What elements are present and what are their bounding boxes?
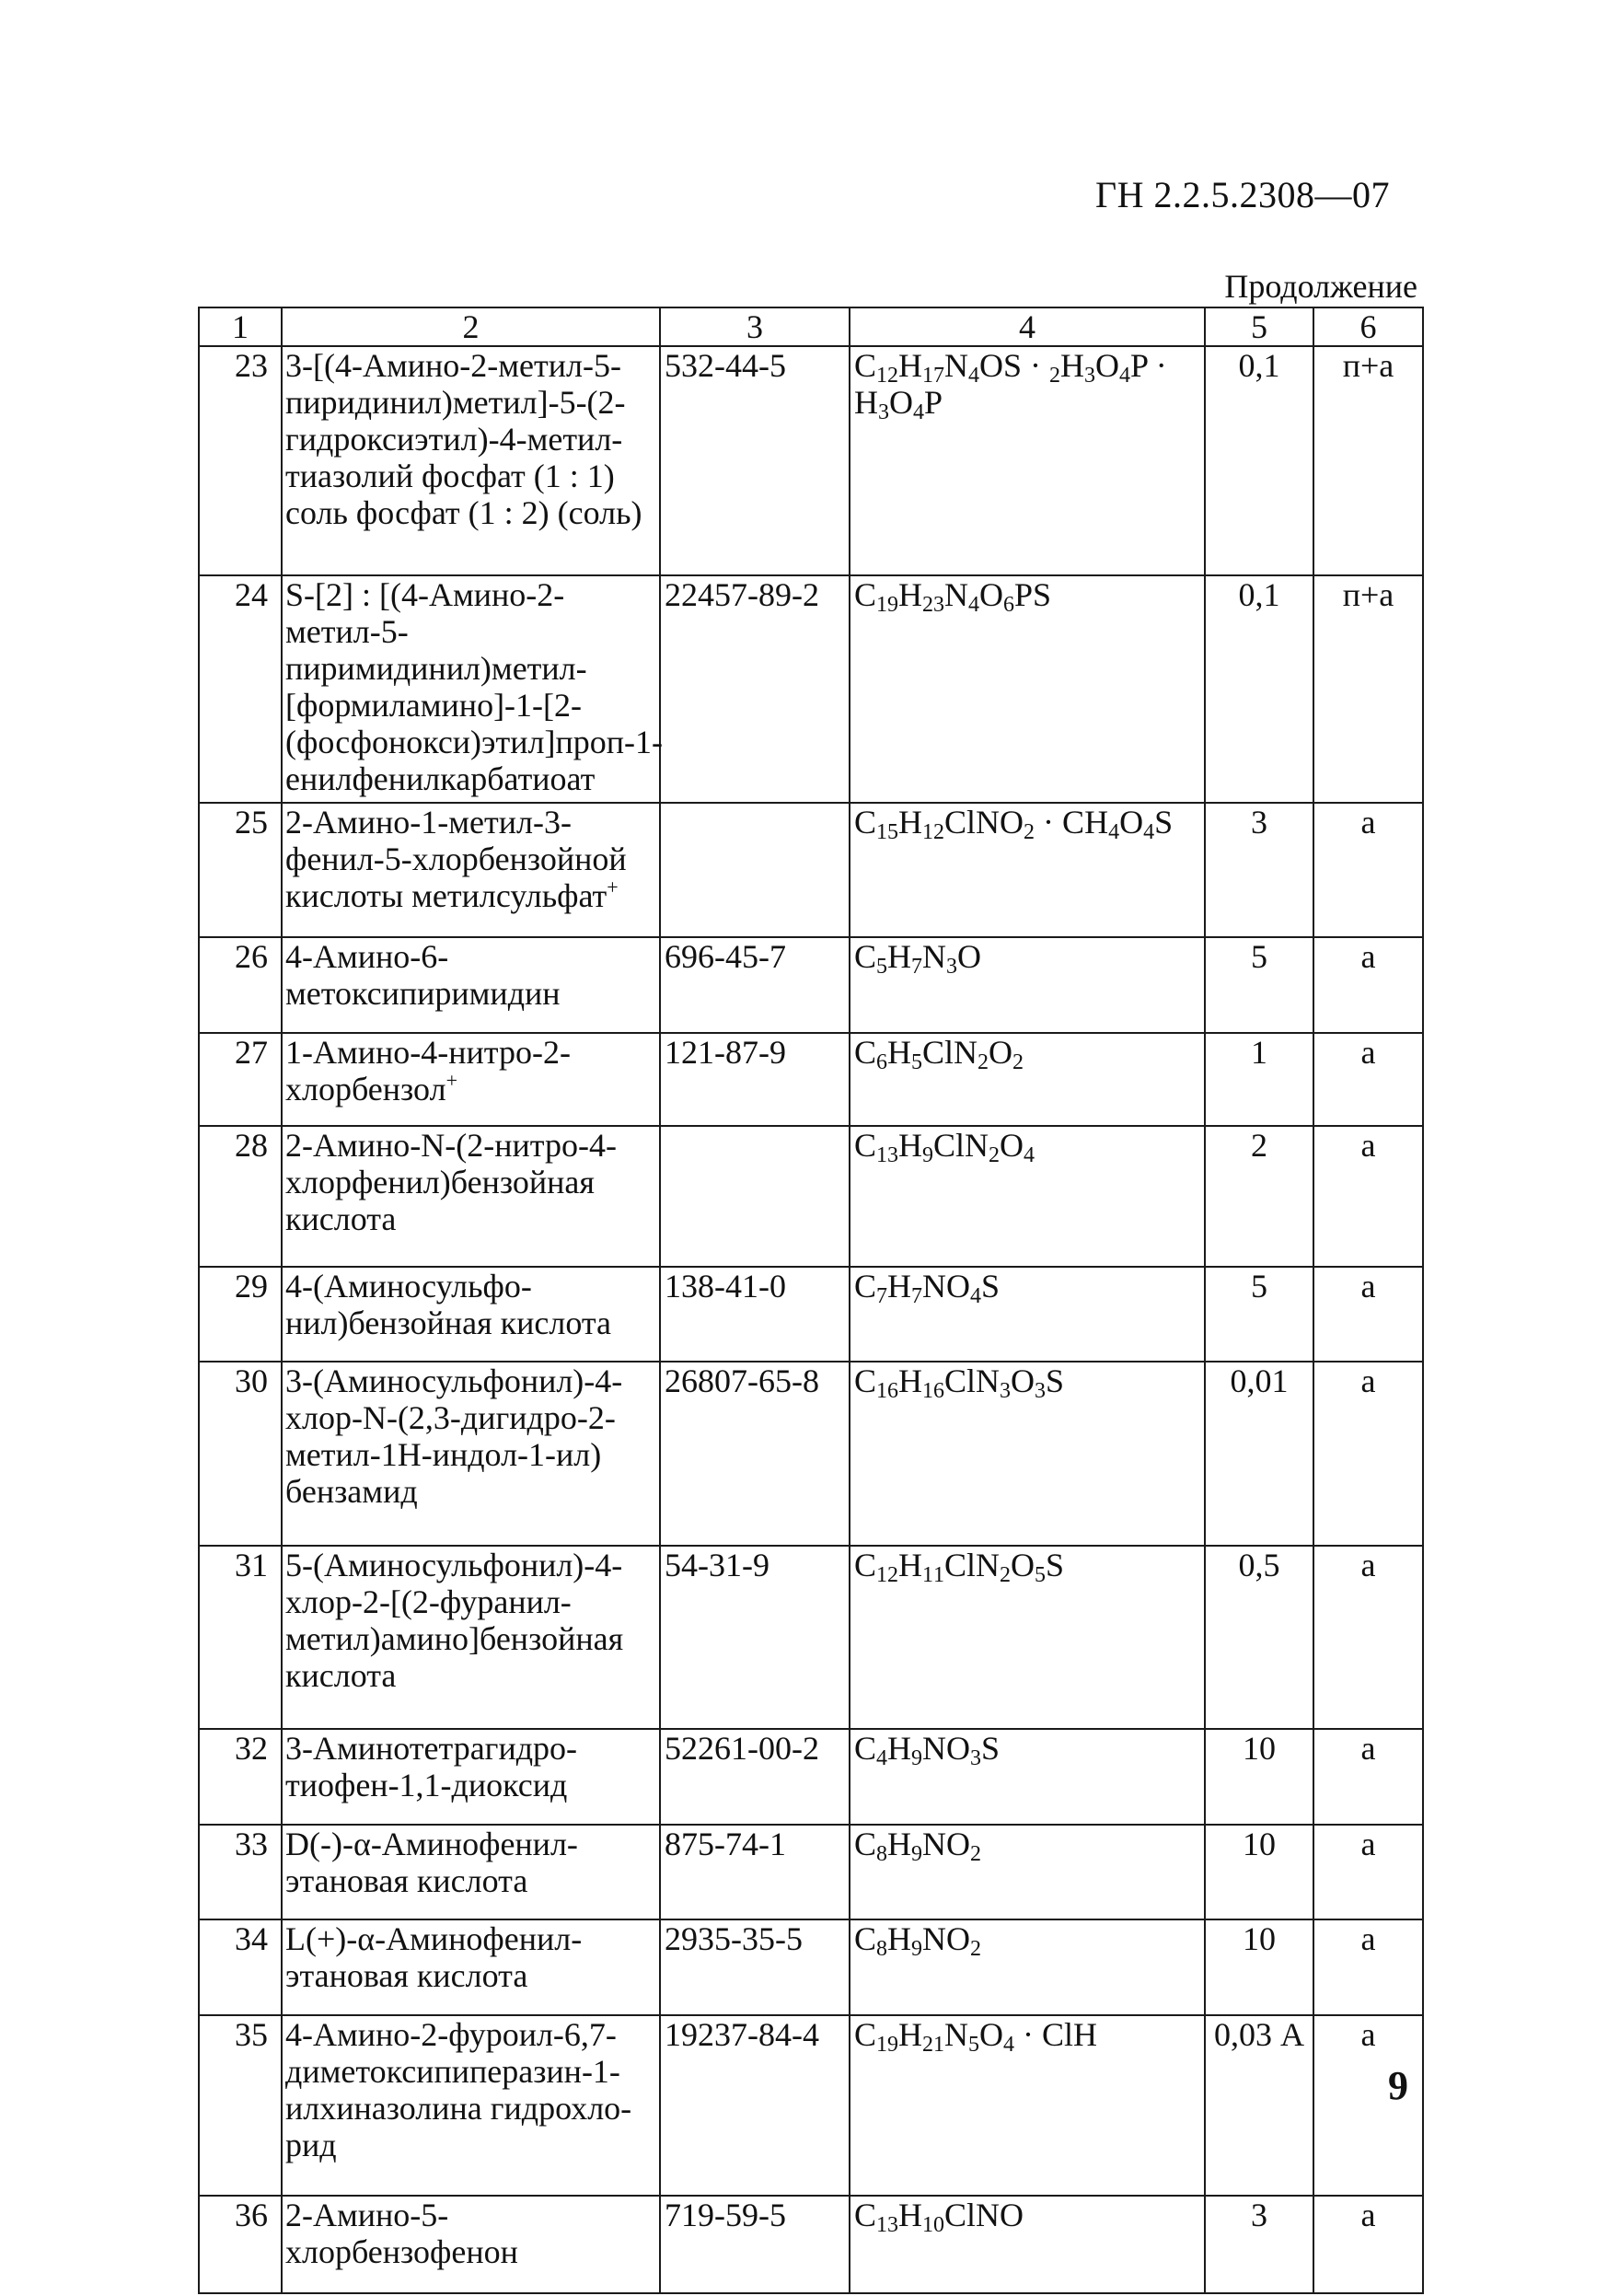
table-row — [199, 346, 1423, 575]
table-row — [199, 1033, 1423, 1126]
limit-value-cell: 10 — [1205, 1825, 1313, 1919]
aggregate-state-cell: а — [1313, 937, 1423, 1033]
formula-cell: $C_{12}H_{11}ClN_2O_5S$ — [850, 1546, 1205, 1729]
row-number-cell: 26 — [199, 937, 282, 1033]
limit-value-cell: 0,1 — [1205, 346, 1313, 575]
formula-cell: $C_{16}H_{16}ClN_3O_3S$ — [850, 1362, 1205, 1546]
cas-number-cell: 138-41-0 — [660, 1267, 850, 1362]
row-number-cell: 27 — [199, 1033, 282, 1126]
table-row — [199, 1267, 1423, 1362]
limit-value-cell: 0,03 А — [1205, 2015, 1313, 2196]
substance-name-cell: 5-(Аминосульфонил)-4-хлор-2-[(2-фуранил-метил)амино]бензойная кислота — [282, 1546, 660, 1729]
substance-name-cell: 2-Амино-5-хлорбензофенон — [282, 2196, 660, 2293]
formula-cell: $C_{12}H_{17}N_4OS \cdot _2H_3O_4P \cdot H_3O_4P$ — [850, 346, 1205, 575]
row-number-cell: 31 — [199, 1546, 282, 1729]
limit-value-cell: 0,1 — [1205, 575, 1313, 803]
aggregate-state-cell: а — [1313, 1126, 1423, 1267]
limit-value-cell: 10 — [1205, 1729, 1313, 1825]
column-header: 6 — [1313, 307, 1423, 346]
substance-name-cell: L(+)-α-Аминофенил-этановая кислота — [282, 1919, 660, 2015]
cas-number-cell: 26807-65-8 — [660, 1362, 850, 1546]
document-code: ГН 2.2.5.2308—07 — [1094, 174, 1390, 215]
limit-value-cell: 3 — [1205, 803, 1313, 937]
aggregate-state-cell: а — [1313, 1033, 1423, 1126]
table-body — [199, 307, 1423, 2293]
formula-cell: $C_{15}H_{12}ClNO_2 \cdot CH_4O_4S$ — [850, 803, 1205, 937]
table-row — [199, 1546, 1423, 1729]
limit-value-cell: 10 — [1205, 1919, 1313, 2015]
table-row — [199, 1919, 1423, 2015]
row-number-cell: 30 — [199, 1362, 282, 1546]
formula-cell: $C_{19}H_{21}N_5O_4$ · ClH — [850, 2015, 1205, 2196]
table-row — [199, 575, 1423, 803]
row-number-cell: 32 — [199, 1729, 282, 1825]
limit-value-cell: 0,5 — [1205, 1546, 1313, 1729]
row-number-cell: 35 — [199, 2015, 282, 2196]
formula-cell: $C_{19}H_{23}N_4O_6PS$ — [850, 575, 1205, 803]
formula-cell: $C_8H_9NO_2$ — [850, 1919, 1205, 2015]
row-number-cell: 24 — [199, 575, 282, 803]
formula-cell: $C_{13}H_9ClN_2O_4$ — [850, 1126, 1205, 1267]
cas-number-cell: 696-45-7 — [660, 937, 850, 1033]
table-row — [199, 1126, 1423, 1267]
formula-cell: $C_8H_9NO_2$ — [850, 1825, 1205, 1919]
aggregate-state-cell: п+а — [1313, 575, 1423, 803]
formula-cell: $C_4H_9NO_3S$ — [850, 1729, 1205, 1825]
formula-cell: $C_{13}H_{10}ClNO$ — [850, 2196, 1205, 2293]
cas-number-cell: 22457-89-2 — [660, 575, 850, 803]
table-row — [199, 2015, 1423, 2196]
continuation-label: Продолжение — [1224, 268, 1417, 305]
substance-name-cell: 1-Амино-4-нитро-2-хлорбензол+ — [282, 1033, 660, 1126]
column-header: 2 — [282, 307, 660, 346]
formula-cell: $C_7H_7NO_4S$ — [850, 1267, 1205, 1362]
table-header-row — [199, 307, 1423, 346]
substance-name-cell: 4-(Аминосульфо-нил)бензойная кислота — [282, 1267, 660, 1362]
aggregate-state-cell: а — [1313, 2015, 1423, 2196]
table-row — [199, 803, 1423, 937]
limit-value-cell: 1 — [1205, 1033, 1313, 1126]
substance-name-cell: 3-[(4-Амино-2-метил-5-пиридинил)метил]-5-(2-гидроксиэтил)-4-метил-тиазолий фосфат (1 : 1) соль фосфат (1 : 2) (соль) — [282, 346, 660, 575]
substance-name-cell: S-[2] : [(4-Амино-2-метил-5-пиримидинил)метил-[формиламино]-1-[2-(фосфонокси)этил]проп-1-енилфенилкарбатиоат — [282, 575, 660, 803]
table-row — [199, 2196, 1423, 2293]
table-row — [199, 1825, 1423, 1919]
cas-number-cell — [660, 1126, 850, 1267]
cas-number-cell: 19237-84-4 — [660, 2015, 850, 2196]
aggregate-state-cell: п+а — [1313, 346, 1423, 575]
column-header: 4 — [850, 307, 1205, 346]
aggregate-state-cell: а — [1313, 1362, 1423, 1546]
row-number-cell: 36 — [199, 2196, 282, 2293]
limit-value-cell: 3 — [1205, 2196, 1313, 2293]
row-number-cell: 33 — [199, 1825, 282, 1919]
table-row — [199, 937, 1423, 1033]
cas-number-cell: 2935-35-5 — [660, 1919, 850, 2015]
limit-value-cell: 2 — [1205, 1126, 1313, 1267]
substance-name-cell: 2-Амино-1-метил-3-фенил-5-хлорбензойной кислоты метилсульфат+ — [282, 803, 660, 937]
substance-name-cell: 4-Амино-6-метоксипиримидин — [282, 937, 660, 1033]
substance-name-cell: 3-(Аминосульфонил)-4-хлор-N-(2,3-дигидро-2-метил-1H-индол-1-ил) бензамид — [282, 1362, 660, 1546]
row-number-cell: 29 — [199, 1267, 282, 1362]
substance-name-cell: 2-Амино-N-(2-нитро-4-хлорфенил)бензойная кислота — [282, 1126, 660, 1267]
column-header: 5 — [1205, 307, 1313, 346]
formula-cell: $C_6H_5ClN_2O_2$ — [850, 1033, 1205, 1126]
row-number-cell: 23 — [199, 346, 282, 575]
aggregate-state-cell: а — [1313, 1546, 1423, 1729]
aggregate-state-cell: а — [1313, 803, 1423, 937]
limit-value-cell: 0,01 — [1205, 1362, 1313, 1546]
substance-name-cell: D(-)-α-Аминофенил-этановая кислота — [282, 1825, 660, 1919]
cas-number-cell: 52261-00-2 — [660, 1729, 850, 1825]
cas-number-cell — [660, 803, 850, 937]
row-number-cell: 25 — [199, 803, 282, 937]
row-number-cell: 34 — [199, 1919, 282, 2015]
column-header: 1 — [199, 307, 282, 346]
substance-name-cell: 4-Амино-2-фуроил-6,7-диметоксипиперазин-1-илхиназолина гидрохло-рид — [282, 2015, 660, 2196]
column-header: 3 — [660, 307, 850, 346]
table-row — [199, 1729, 1423, 1825]
formula-cell: $C_5H_7N_3O$ — [850, 937, 1205, 1033]
cas-number-cell: 54-31-9 — [660, 1546, 850, 1729]
aggregate-state-cell: а — [1313, 1267, 1423, 1362]
cas-number-cell: 121-87-9 — [660, 1033, 850, 1126]
limit-value-cell: 5 — [1205, 937, 1313, 1033]
aggregate-state-cell: а — [1313, 1729, 1423, 1825]
cas-number-cell: 875-74-1 — [660, 1825, 850, 1919]
substances-table — [198, 307, 1424, 2294]
aggregate-state-cell: а — [1313, 1825, 1423, 1919]
aggregate-state-cell: а — [1313, 1919, 1423, 2015]
cas-number-cell: 532-44-5 — [660, 346, 850, 575]
aggregate-state-cell: а — [1313, 2196, 1423, 2293]
cas-number-cell: 719-59-5 — [660, 2196, 850, 2293]
page-number: 9 — [1388, 2063, 1408, 2108]
table-row — [199, 1362, 1423, 1546]
row-number-cell: 28 — [199, 1126, 282, 1267]
limit-value-cell: 5 — [1205, 1267, 1313, 1362]
substance-name-cell: 3-Аминотетрагидро-тиофен-1,1-диоксид — [282, 1729, 660, 1825]
